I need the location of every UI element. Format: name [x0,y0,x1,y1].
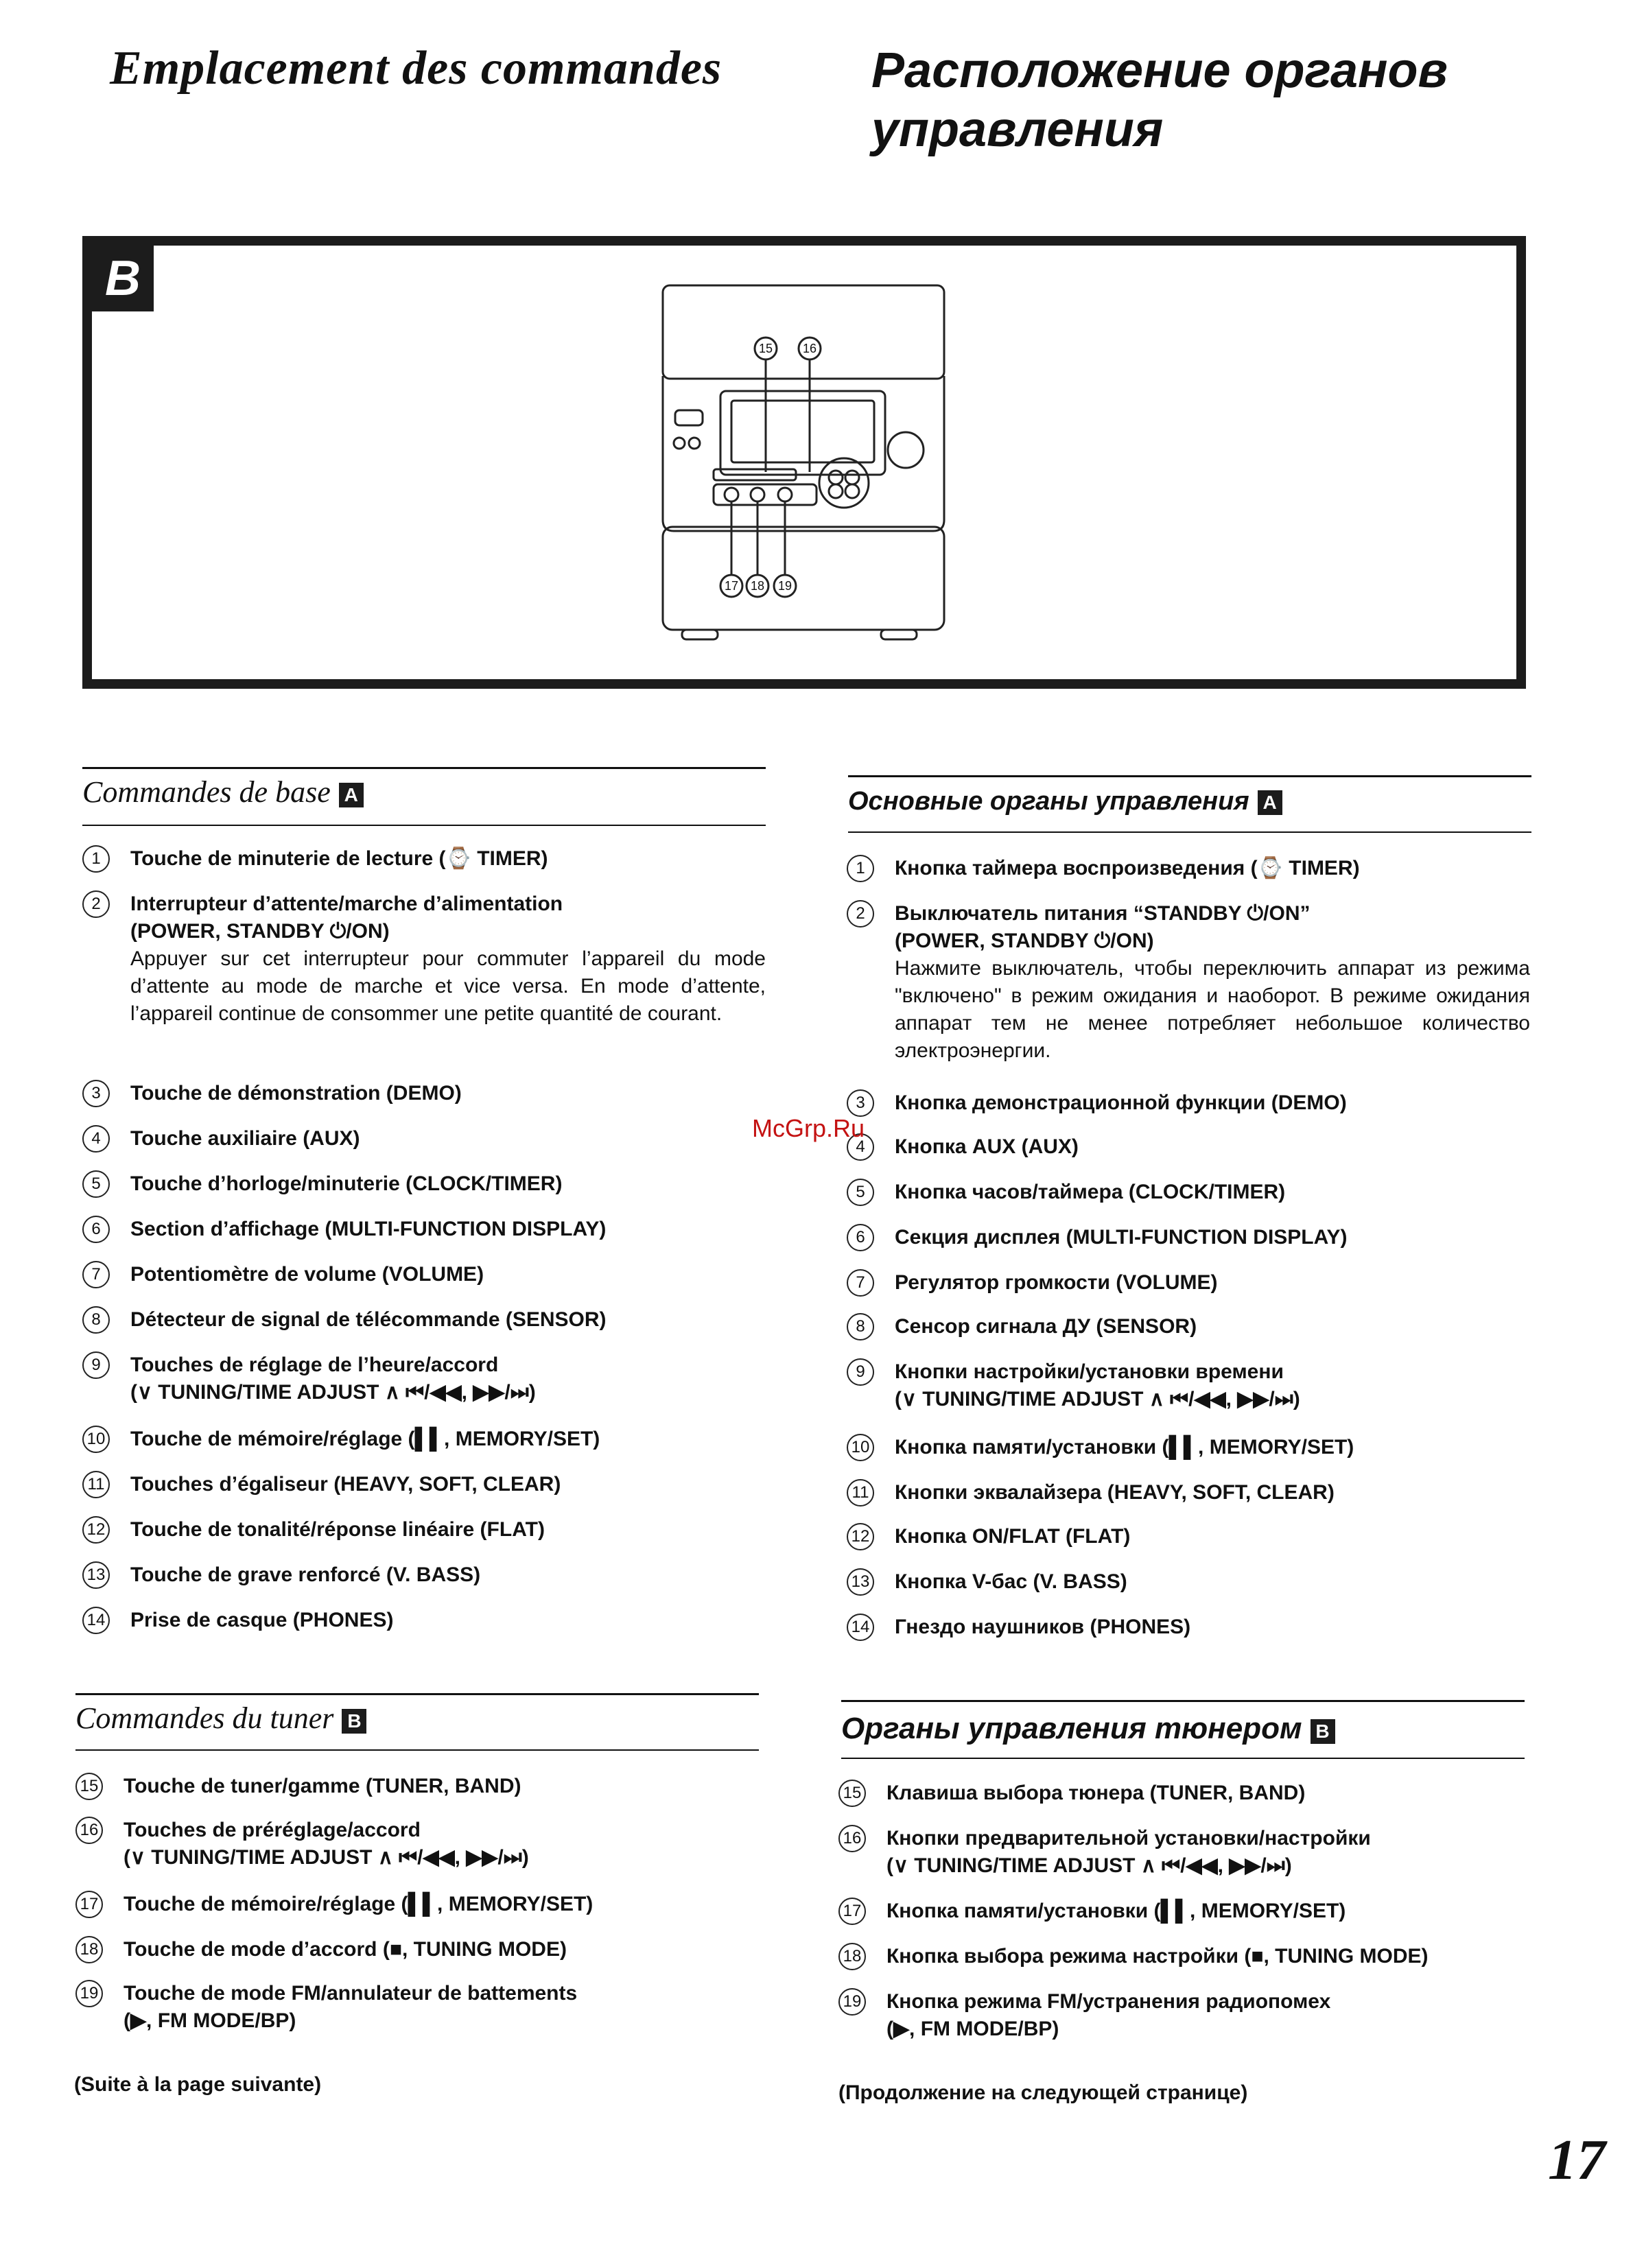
item-number: 19 [75,1980,103,2007]
item-number: 7 [847,1269,874,1297]
jog-pad-outer [819,458,869,508]
item-label: Touches d’égaliseur (HEAVY, SOFT, CLEAR) [130,1473,561,1496]
item-number: 13 [82,1561,110,1589]
item-label-line2: (POWER, STANDBY ⏻/ON) [130,920,390,943]
item-number: 7 [82,1261,110,1288]
list-item [82,1351,766,1406]
item-number: 19 [838,1988,866,2016]
section-mark: A [1258,790,1282,815]
item-number: 3 [82,1080,110,1107]
continued-note-ru: (Продолжение на следующей странице) [838,2081,1248,2104]
left-panel-key [675,410,703,425]
item-label: Кнопка ON/FLAT (FLAT) [895,1525,1131,1548]
section-title: Органы управления тюнером [841,1712,1302,1745]
item-label-line2: (∨ TUNING/TIME ADJUST ∧ ⏮/◀◀, ▶▶/⏭) [124,1846,529,1869]
item-label: Секция дисплея (MULTI-FUNCTION DISPLAY) [895,1226,1348,1249]
list-item [82,1607,766,1634]
item-label: Клавиша выбора тюнера (TUNER, BAND) [886,1782,1306,1804]
list-item [82,890,766,1062]
item-label-line2: (POWER, STANDBY ⏻/ON) [895,930,1154,952]
list-item [82,1125,766,1153]
list-item [82,1426,766,1453]
list-item [847,855,1530,882]
item-number: 5 [82,1170,110,1198]
section-heading-fr-base [82,767,766,826]
item-label: Touche de tonalité/réponse linéaire (FLAT) [130,1518,545,1541]
item-number: 6 [82,1216,110,1243]
item-description: Нажмите выключатель, чтобы переключить аппарат из режима "включено" в режим ожидания и наоборот. В режиме ожидания аппарат тем не менее потребляет небольшое количество электроэнергии. [895,957,1530,1062]
page-title-ru-line2: управления [871,102,1164,157]
item-label: Touche de tuner/gamme (TUNER, BAND) [124,1775,521,1797]
item-label: Section d’affichage (MULTI-FUNCTION DISPLAY) [130,1218,607,1240]
item-label: Détecteur de signal de télécommande (SENSOR) [130,1308,607,1331]
item-number: 10 [82,1426,110,1453]
item-number: 6 [847,1224,874,1251]
item-number: 9 [847,1358,874,1386]
button-18 [751,488,764,501]
item-label: Кнопка выбора режима настройки (■, TUNING MODE) [886,1945,1429,1968]
left-knob-a [674,438,685,449]
item-label: Touche de démonstration (DEMO) [130,1082,462,1105]
item-label: Prise de casque (PHONES) [130,1609,394,1631]
item-label: Touche de minuterie de lecture (⌚ TIMER) [130,847,548,870]
item-number: 18 [838,1943,866,1970]
item-label-line2: (▶, FM MODE/BP) [886,2018,1059,2040]
item-label: Кнопки предварительной установки/настройки [886,1827,1371,1850]
item-label: Кнопка демонстрационной функции (DEMO) [895,1091,1347,1114]
item-number: 1 [82,845,110,873]
section-title: Commandes du tuner [75,1701,334,1735]
item-label: Potentiomètre de volume (VOLUME) [130,1263,484,1286]
unit-top-housing [663,285,944,379]
item-label: Кнопка таймера воспроизведения (⌚ TIMER) [895,857,1360,879]
list-item [847,1179,1530,1206]
callout-15: 15 [758,342,773,355]
item-number: 3 [847,1089,874,1117]
item-label: Кнопки настройки/установки времени [895,1360,1284,1383]
item-label: Кнопка V-бас (V. BASS) [895,1570,1127,1593]
item-number: 12 [847,1523,874,1550]
callout-18: 18 [750,579,765,593]
device-diagram [82,236,1526,689]
button-19 [778,488,792,501]
section-heading-ru-tuner [841,1700,1525,1759]
list-item [838,1943,1522,1970]
section-title: Commandes de base [82,775,331,809]
list-item [82,1306,766,1334]
item-description: Appuyer sur cet interrupteur pour commuter l’appareil du mode d’attente au mode de marche et vice versa. En mode d’attente, l’appareil continue de consommer une petite quantité de courant. [130,947,766,1025]
list-item [847,1358,1530,1413]
list-item [847,900,1530,1072]
item-number: 1 [847,855,874,882]
list-item [82,1561,766,1589]
item-label: Touche de mémoire/réglage (▌▌, MEMORY/SET) [130,1428,600,1450]
list-item [82,1170,766,1198]
item-number: 16 [75,1817,103,1844]
left-knob-b [689,438,700,449]
item-label: Кнопка режима FM/устранения радиопомех [886,1990,1331,2013]
list-item [82,1216,766,1243]
item-label: Кнопка часов/таймера (CLOCK/TIMER) [895,1181,1286,1203]
section-mark: B [1311,1719,1335,1744]
list-item [847,1133,1530,1161]
section-heading-ru-base [848,775,1531,833]
item-number: 18 [75,1936,103,1963]
item-label: Touche de mode d’accord (■, TUNING MODE) [124,1938,567,1961]
list-item [847,1523,1530,1550]
item-label: Touche de grave renforcé (V. BASS) [130,1563,481,1586]
page-title-ru-line1: Расположение органов [871,43,1448,98]
item-label: Touche de mémoire/réglage (▌▌, MEMORY/SET) [124,1893,594,1915]
item-label-line2: (∨ TUNING/TIME ADJUST ∧ ⏮/◀◀, ▶▶/⏭) [895,1388,1300,1410]
item-label: Touches de préréglage/accord [124,1819,421,1841]
item-number: 2 [82,890,110,918]
page-number: 17 [1548,2128,1606,2192]
list-item [82,1471,766,1498]
item-label: Сенсор сигнала ДУ (SENSOR) [895,1315,1197,1338]
item-number: 16 [838,1825,866,1852]
item-number: 2 [847,900,874,928]
item-number: 12 [82,1516,110,1544]
item-number: 14 [847,1614,874,1641]
item-number: 17 [75,1891,103,1918]
button-17 [725,488,738,501]
list-item [82,1261,766,1288]
list-item [838,1825,1522,1880]
list-item [75,1773,759,1800]
item-number: 13 [847,1568,874,1596]
item-label: Выключатель питания “STANDBY ⏻/ON” [895,902,1311,925]
item-label: Interrupteur d’attente/marche d’alimentation [130,893,563,915]
item-number: 4 [847,1133,874,1161]
list-item [75,1936,759,1963]
item-label-line2: (∨ TUNING/TIME ADJUST ∧ ⏮/◀◀, ▶▶/⏭) [130,1381,536,1404]
item-label: Кнопки эквалайзера (HEAVY, SOFT, CLEAR) [895,1481,1335,1504]
list-item [838,1780,1522,1807]
list-item [847,1479,1530,1507]
list-item [75,1980,759,2035]
item-number: 10 [847,1434,874,1461]
item-label: Кнопка памяти/установки (▌▌, MEMORY/SET) [895,1436,1354,1458]
item-number: 15 [838,1780,866,1807]
cassette-door [663,527,944,630]
item-label-line2: (▶, FM MODE/BP) [124,2009,296,2032]
foot-right [881,630,917,639]
unit-cabinet [663,376,944,531]
list-item [75,1817,759,1871]
item-label: Гнездо наушников (PHONES) [895,1616,1191,1638]
jog-pad-inner-2 [845,471,859,484]
item-number: 9 [82,1351,110,1379]
watermark-text: McGrp.Ru [752,1114,865,1142]
callout-16: 16 [802,342,817,355]
list-item [847,1434,1530,1461]
callout-19: 19 [777,579,792,593]
section-mark: B [342,1709,366,1734]
list-item [847,1224,1530,1251]
item-number: 11 [82,1471,110,1498]
item-label: Кнопка AUX (AUX) [895,1135,1079,1158]
list-item [838,1898,1522,1925]
item-number: 5 [847,1179,874,1206]
page-title-ru [871,41,1448,159]
item-label: Кнопка памяти/установки (▌▌, MEMORY/SET) [886,1900,1346,1922]
item-number: 14 [82,1607,110,1634]
volume-knob [888,432,924,468]
item-label: Touche auxiliaire (AUX) [130,1127,360,1150]
stereo-unit-illustration [655,273,1053,643]
list-item [82,1080,766,1107]
list-item [847,1269,1530,1297]
jog-pad-inner-1 [829,471,843,484]
continued-note-fr: (Suite à la page suivante) [74,2073,322,2096]
item-label: Touche de mode FM/annulateur de battements [124,1982,578,2005]
section-mark: A [339,783,364,807]
item-number: 15 [75,1773,103,1800]
list-item [847,1313,1530,1340]
jog-pad-inner-3 [829,484,843,498]
item-number: 17 [838,1898,866,1925]
item-label: Регулятор громкости (VOLUME) [895,1271,1218,1294]
page-title-fr: Emplacement des commandes [110,42,722,95]
item-label: Touches de réglage de l’heure/accord [130,1354,499,1376]
list-item [75,1891,759,1918]
list-item [847,1614,1530,1641]
list-item [82,1516,766,1544]
list-item [847,1089,1530,1117]
item-number: 4 [82,1125,110,1153]
item-number: 8 [82,1306,110,1334]
list-item [838,1988,1522,2043]
section-title: Основные органы управления [848,787,1249,816]
list-item [82,845,766,873]
section-heading-fr-tuner [75,1693,759,1751]
callout-17: 17 [724,579,739,593]
item-number: 8 [847,1313,874,1340]
diagram-badge: B [92,246,154,311]
display-inner [731,401,874,462]
item-number: 11 [847,1479,874,1507]
foot-left [682,630,718,639]
item-label: Touche d’horloge/minuterie (CLOCK/TIMER) [130,1172,563,1195]
jog-pad-inner-4 [845,484,859,498]
list-item [847,1568,1530,1596]
item-label-line2: (∨ TUNING/TIME ADJUST ∧ ⏮/◀◀, ▶▶/⏭) [886,1854,1292,1877]
